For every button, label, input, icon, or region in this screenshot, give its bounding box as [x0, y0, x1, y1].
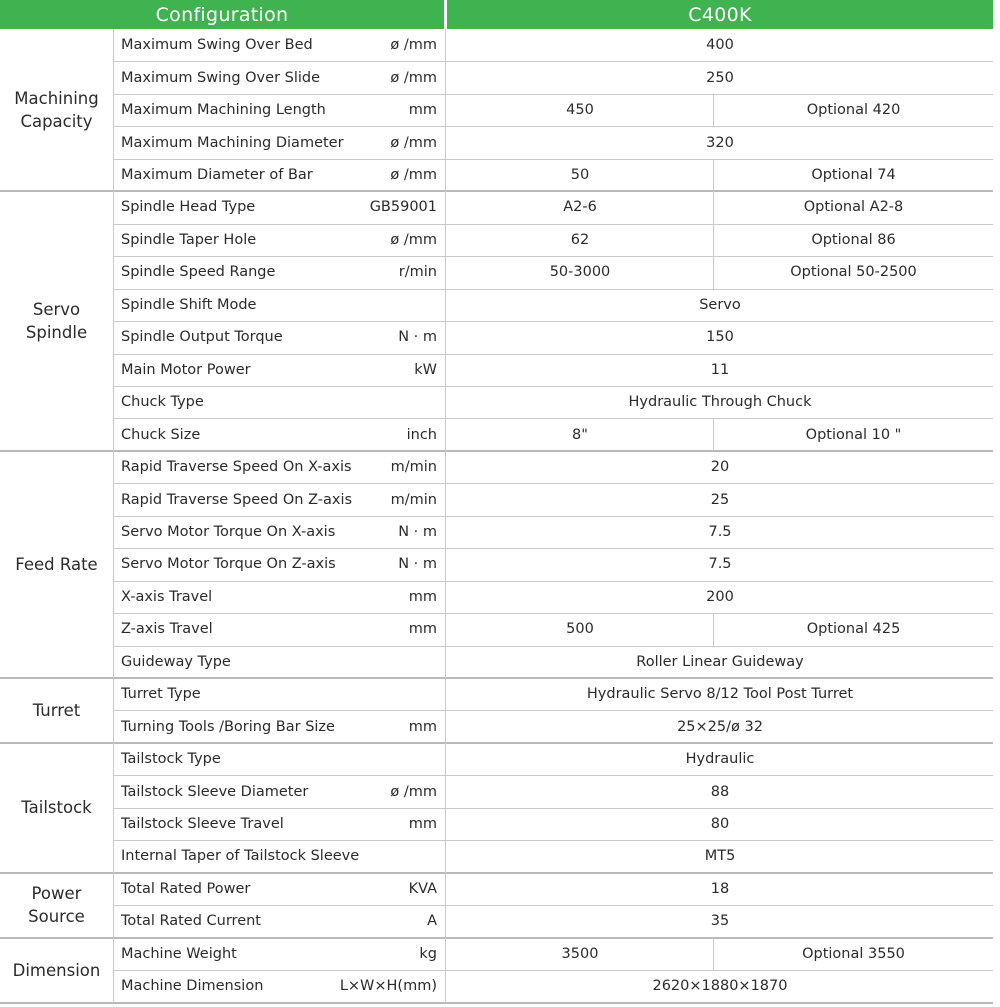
cell-divider — [713, 224, 714, 256]
spec-unit: ø /mm — [390, 231, 437, 248]
header-model: C400K — [447, 0, 993, 29]
row-divider — [113, 159, 993, 160]
cell-divider — [713, 191, 714, 223]
row-divider — [113, 256, 993, 257]
group-divider — [0, 1002, 993, 1004]
spec-name: Machine Weight — [121, 945, 237, 962]
row-divider — [113, 224, 993, 225]
row-divider — [113, 808, 993, 809]
spec-unit: mm — [408, 816, 437, 833]
spec-name: Main Motor Power — [121, 361, 251, 378]
row-divider — [113, 646, 993, 647]
spec-value: 62 — [570, 231, 590, 248]
header-configuration: Configuration — [0, 0, 444, 29]
spec-value: 3500 — [561, 945, 599, 962]
spec-value: 18 — [710, 880, 730, 897]
group-label: Turret — [32, 700, 81, 720]
spec-option: Optional 86 — [811, 231, 896, 248]
row-divider — [113, 321, 993, 322]
spec-value: Roller Linear Guideway — [636, 653, 804, 670]
spec-value: 7.5 — [708, 556, 732, 573]
group-label: Feed Rate — [15, 554, 98, 574]
spec-value: 25 — [710, 491, 730, 508]
group-label: Tailstock — [21, 798, 92, 818]
cell-divider — [713, 418, 714, 450]
spec-name: Maximum Machining Diameter — [121, 134, 344, 151]
spec-value: 450 — [566, 102, 594, 119]
spec-name: Chuck Type — [121, 394, 204, 411]
cell-divider — [713, 613, 714, 645]
spec-unit: ø /mm — [390, 167, 437, 184]
spec-name: Spindle Speed Range — [121, 264, 276, 281]
spec-value: 8" — [572, 426, 588, 443]
spec-option: Optional 420 — [806, 102, 901, 119]
spec-unit: kg — [419, 945, 437, 962]
spec-option: Optional 3550 — [802, 945, 905, 962]
spec-unit: mm — [408, 588, 437, 605]
spec-name: Chuck Size — [121, 426, 201, 443]
spec-unit: KVA — [408, 880, 437, 897]
spec-name: Spindle Head Type — [121, 199, 256, 216]
spec-value: 35 — [710, 913, 730, 930]
spec-unit: N · m — [398, 523, 437, 540]
spec-value: 500 — [566, 621, 594, 638]
spec-option: Optional 50-2500 — [790, 264, 917, 281]
group-label: Servo Spindle — [25, 300, 88, 343]
spec-value: Hydraulic Servo 8/12 Tool Post Turret — [586, 686, 854, 703]
row-divider — [113, 354, 993, 355]
spec-option: Optional 74 — [811, 167, 896, 184]
spec-name: Tailstock Sleeve Travel — [121, 816, 284, 833]
spec-unit: inch — [406, 426, 437, 443]
spec-unit: kW — [414, 361, 437, 378]
spec-unit: mm — [408, 718, 437, 735]
spec-unit: ø /mm — [390, 69, 437, 86]
spec-name: X-axis Travel — [121, 588, 213, 605]
row-divider — [113, 548, 993, 549]
spec-unit: GB59001 — [369, 199, 437, 216]
spec-value: 20 — [710, 459, 730, 476]
spec-value: 200 — [706, 588, 734, 605]
column-divider — [445, 29, 446, 1003]
column-divider — [113, 29, 114, 1003]
row-divider — [113, 94, 993, 95]
spec-value: Hydraulic Through Chuck — [628, 394, 812, 411]
spec-value: 50-3000 — [549, 264, 611, 281]
spec-value: MT5 — [704, 848, 736, 865]
spec-name: Total Rated Power — [121, 880, 251, 897]
row-divider — [113, 613, 993, 614]
spec-value: 88 — [710, 783, 730, 800]
spec-name: Maximum Machining Length — [121, 102, 326, 119]
spec-value: 7.5 — [708, 523, 732, 540]
spec-name: Maximum Swing Over Bed — [121, 37, 313, 54]
row-divider — [113, 516, 993, 517]
spec-unit: ø /mm — [390, 783, 437, 800]
spec-name: Turning Tools /Boring Bar Size — [121, 718, 335, 735]
spec-unit: mm — [408, 102, 437, 119]
row-divider — [113, 418, 993, 419]
row-divider — [113, 289, 993, 290]
spec-name: Machine Dimension — [121, 978, 264, 995]
row-divider — [113, 905, 993, 906]
group-label: Dimension — [12, 960, 101, 980]
spec-value: Servo — [699, 296, 741, 313]
spec-unit: N · m — [398, 329, 437, 346]
spec-value: Hydraulic — [685, 751, 755, 768]
cell-divider — [713, 938, 714, 970]
spec-value: 80 — [710, 816, 730, 833]
spec-name: Spindle Shift Mode — [121, 296, 257, 313]
row-divider — [113, 61, 993, 62]
spec-name: Maximum Swing Over Slide — [121, 69, 321, 86]
spec-value: 11 — [710, 361, 730, 378]
spec-unit: N · m — [398, 556, 437, 573]
spec-name: Servo Motor Torque On X-axis — [121, 523, 336, 540]
spec-value: 25×25/ø 32 — [677, 718, 763, 735]
spec-value: 250 — [706, 69, 734, 86]
spec-name: Maximum Diameter of Bar — [121, 167, 313, 184]
spec-unit: ø /mm — [390, 134, 437, 151]
spec-name: Tailstock Sleeve Diameter — [121, 783, 309, 800]
spec-name: Spindle Taper Hole — [121, 231, 257, 248]
cell-divider — [713, 159, 714, 191]
row-divider — [113, 386, 993, 387]
spec-option: Optional A2-8 — [803, 199, 904, 216]
cell-divider — [713, 94, 714, 126]
spec-name: Internal Taper of Tailstock Sleeve — [121, 848, 360, 865]
row-divider — [113, 581, 993, 582]
spec-value: A2-6 — [563, 199, 597, 216]
spec-unit: L×W×H(mm) — [339, 978, 437, 995]
group-label: Machining Capacity — [14, 89, 99, 132]
spec-name: Guideway Type — [121, 653, 231, 670]
spec-name: Z-axis Travel — [121, 621, 213, 638]
spec-value: 2620×1880×1870 — [652, 978, 788, 995]
row-divider — [113, 970, 993, 971]
spec-name: Spindle Output Torque — [121, 329, 283, 346]
spec-option: Optional 10 " — [805, 426, 902, 443]
spec-value: 50 — [570, 167, 590, 184]
spec-name: Turret Type — [121, 686, 201, 703]
spec-value: 150 — [706, 329, 734, 346]
spec-unit: mm — [408, 621, 437, 638]
spec-unit: m/min — [390, 491, 437, 508]
row-divider — [113, 840, 993, 841]
spec-name: Rapid Traverse Speed On Z-axis — [121, 491, 353, 508]
group-label: Power Source — [28, 884, 85, 927]
spec-value: 320 — [706, 134, 734, 151]
spec-unit: ø /mm — [390, 37, 437, 54]
spec-unit: A — [427, 913, 437, 930]
row-divider — [113, 483, 993, 484]
row-divider — [113, 710, 993, 711]
row-divider — [113, 775, 993, 776]
row-divider — [113, 126, 993, 127]
spec-name: Rapid Traverse Speed On X-axis — [121, 459, 352, 476]
spec-name: Total Rated Current — [121, 913, 261, 930]
cell-divider — [713, 256, 714, 288]
spec-unit: r/min — [398, 264, 437, 281]
spec-name: Servo Motor Torque On Z-axis — [121, 556, 336, 573]
spec-unit: m/min — [390, 459, 437, 476]
spec-value: 400 — [706, 37, 734, 54]
spec-option: Optional 425 — [806, 621, 901, 638]
spec-name: Tailstock Type — [121, 751, 221, 768]
